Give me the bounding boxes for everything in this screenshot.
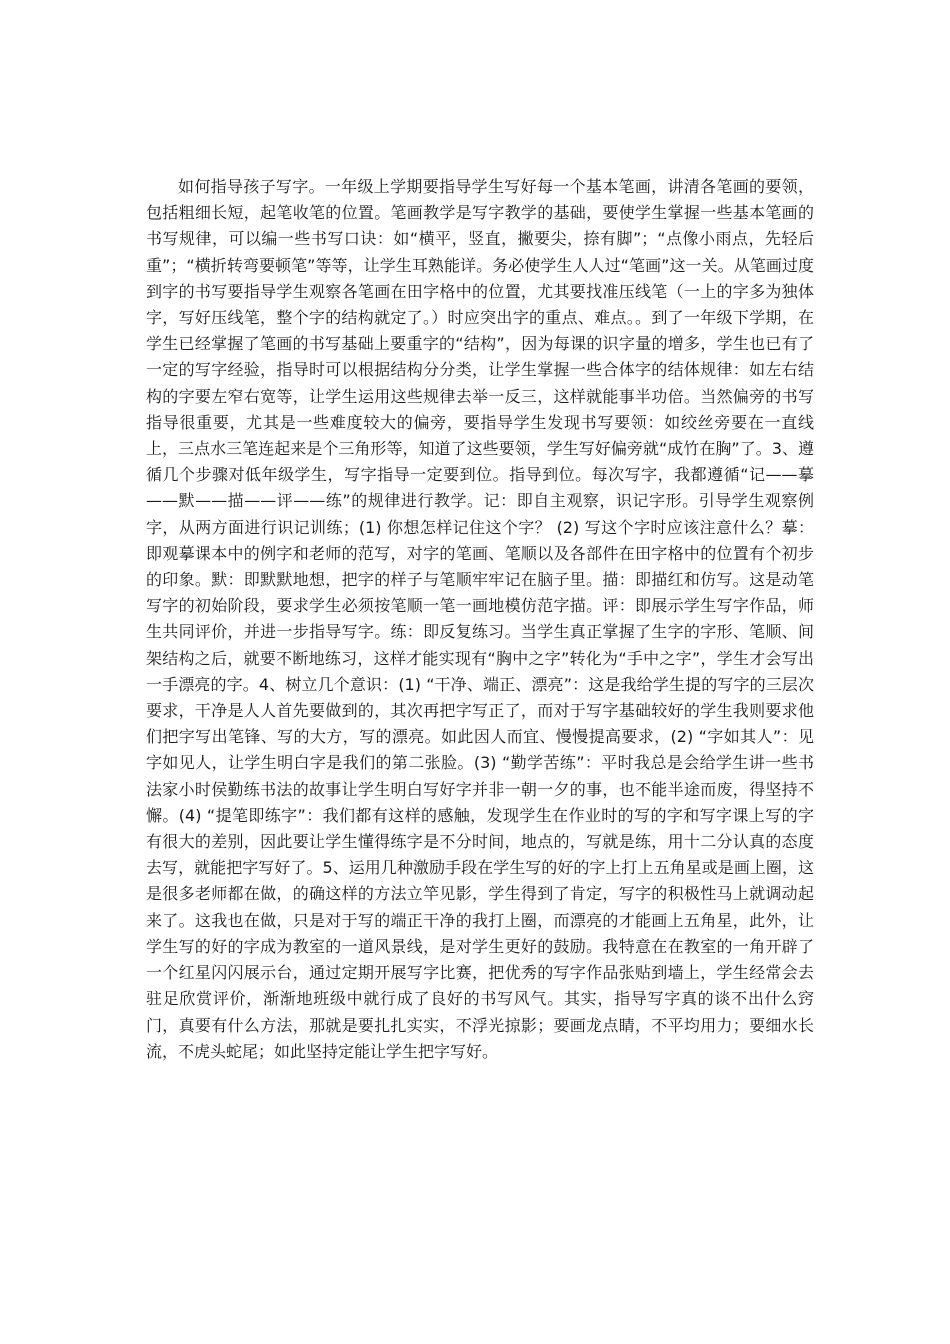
body-paragraph: 如何指导孩子写字。一年级上学期要指导学生写好每一个基本笔画，讲清各笔画的要领，包括粗细长短，起笔收笔的位置。笔画教学是写字教学的基础，要使学生掌握一些基本笔画的书写规律，可以编一些书写口诀：如“横平，竖直，撇要尖，捺有脚”；“点像小雨点，先轻后重”；“横折转弯要顿笔”等等，让学生耳熟能详。务必使学生人人过“笔画”这一关。从笔画过度到字的书写要指导学生观察各笔画在田字格中的位置，尤其要找准压线笔（一上的字多为独体字，写好压线笔，整个字的结构就定了。）时应突出字的重点、难点。。到了一年级下学期，在学生已经掌握了笔画的书写基础上要重字的“结构”，因为每课的识字量的增多，学生也已有了一定的写字经验，指导时可以根据结构分分类，让学生掌握一些合体字的结体规律：如左右结构的字要左窄右宽等，让学生运用这些规律去举一反三，这样就能事半功倍。当然偏旁的书写指导很重要，尤其是一些难度较大的偏旁，要指导学生发现书写要领：如绞丝旁要在一直线上，三点水三笔连起来是个三角形等，知道了这些要领，学生写好偏旁就“成竹在胸”了。3、遵循几个步骤对低年级学生，写字指导一定要到位。指导到位。每次写字，我都遵循“记——摹——默——描——评——练”的规律进行教学。记：即自主观察，识记字形。引导学生观察例字，从两方面进行识记训练；(1) 你想怎样记住这个字？ (2) 写这个字时应该注意什么？摹：即观摹课本中的例字和老师的范写，对字的笔画、笔顺以及各部件在田字格中的位置有个初步的印象。默：即默默地想，把字的样子与笔顺牢牢记在脑子里。描：即描红和仿写。这是动笔写字的初始阶段，要求学生必须按笔顺一笔一画地模仿范字描。评：即展示学生写字作品，师生共同评价，并进一步指导写字。练：即反复练习。当学生真正掌握了生字的字形、笔顺、间架结构之后，就要不断地练习，这样才能实现有“胸中之字”转化为“手中之字”，学生才会写出一手漂亮的字。4、树立几个意识：(1) “干净、端正、漂亮”：这是我给学生提的写字的三层次要求，干净是人人首先要做到的，其次再把字写正了，而对于写字基础较好的学生我则要求他们把字写出笔锋、写的大方，写的漂亮。如此因人而宜、慢慢提高要求，(2) “字如其人”：见字如见人，让学生明白字是我们的第二张脸。(3) “勤学苦练”：平时我总是会给学生讲一些书法家小时侯勤练书法的故事让学生明白写好字并非一朝一夕的事，也不能半途而废，得坚持不懈。(4) “提笔即练字”：我们都有这样的感触，发现学生在作业时的写的字和写字课上写的字有很大的差别，因此要让学生懂得练字是不分时间，地点的，写就是练，用十二分认真的态度去写，就能把字写好了。5、运用几种激励手段在学生写的好的字上打上五角星或是画上圈，这是很多老师都在做，的确这样的方法立竿见影，学生得到了肯定，写字的积极性马上就调动起来了。这我也在做，只是对于写的端正干净的我打上圈，而漂亮的才能画上五角星，此外，让学生写的好的字成为教室的一道风景线，是对学生更好的鼓励。我特意在在教室的一角开辟了一个红星闪闪展示台，通过定期开展写字比赛，把优秀的写字作品张贴到墙上，学生经常会去驻足欣赏评价，渐渐地班级中就行成了良好的书写风气。其实，指导写字真的谈不出什么窍门，真要有什么方法，那就是要扎扎实实，不浮光掠影；要画龙点睛，不平均用力；要细水长流，不虎头蛇尾；如此坚持定能让学生把字写好。 (146, 177, 814, 1061)
